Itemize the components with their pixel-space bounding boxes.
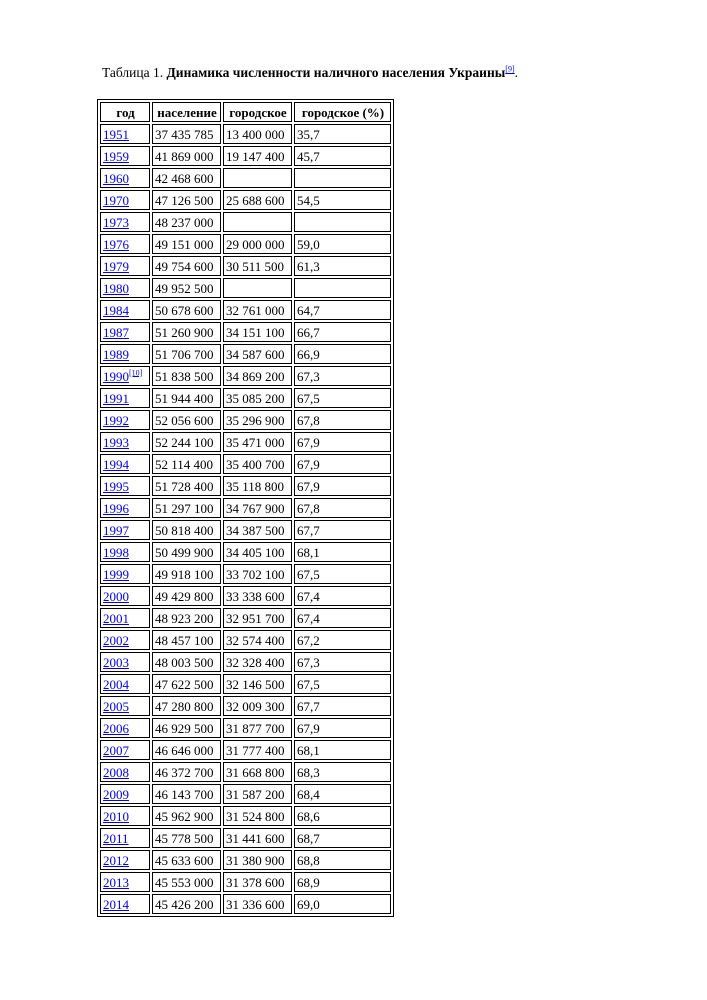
year-link[interactable]: 1997 (103, 522, 129, 538)
urban-cell: 34 387 500 (223, 520, 292, 540)
urban-percent-cell: 68,7 (294, 828, 391, 848)
urban-cell: 35 296 900 (223, 410, 292, 430)
year-cell (100, 564, 150, 584)
urban-percent-cell: 61,3 (294, 256, 391, 276)
urban-cell (223, 212, 292, 232)
urban-cell: 35 118 800 (223, 476, 292, 496)
urban-percent-cell: 45,7 (294, 146, 391, 166)
population-cell: 49 918 100 (152, 564, 221, 584)
population-cell: 49 754 600 (152, 256, 221, 276)
population-cell: 46 372 700 (152, 762, 221, 782)
table-row (100, 674, 391, 694)
urban-cell: 35 085 200 (223, 388, 292, 408)
urban-percent-cell: 67,5 (294, 564, 391, 584)
urban-cell: 32 951 700 (223, 608, 292, 628)
urban-cell: 31 524 800 (223, 806, 292, 826)
year-link[interactable]: 1990 (103, 368, 129, 384)
year-cell (100, 256, 150, 276)
year-link[interactable]: 1980 (103, 280, 129, 296)
population-cell: 46 646 000 (152, 740, 221, 760)
year-link[interactable]: 1989 (103, 346, 129, 362)
urban-percent-cell: 67,4 (294, 586, 391, 606)
year-link[interactable]: 2008 (103, 764, 129, 780)
caption-prefix: Таблица 1. (102, 65, 167, 80)
table-row (100, 344, 391, 364)
year-cell (100, 410, 150, 430)
year-link[interactable]: 1970 (103, 192, 129, 208)
year-cell (100, 212, 150, 232)
urban-cell: 32 146 500 (223, 674, 292, 694)
table-row (100, 168, 391, 188)
year-link[interactable]: 2012 (103, 852, 129, 868)
header-urban: городское (223, 102, 292, 122)
table-row (100, 806, 391, 826)
year-cell (100, 300, 150, 320)
population-cell: 48 457 100 (152, 630, 221, 650)
year-link[interactable]: 2004 (103, 676, 129, 692)
table-row (100, 300, 391, 320)
urban-percent-cell: 68,6 (294, 806, 391, 826)
urban-cell: 34 151 100 (223, 322, 292, 342)
table-row (100, 498, 391, 518)
year-cell (100, 674, 150, 694)
urban-cell (223, 168, 292, 188)
year-cell (100, 542, 150, 562)
population-cell: 51 706 700 (152, 344, 221, 364)
urban-percent-cell: 67,7 (294, 520, 391, 540)
table-row (100, 784, 391, 804)
urban-percent-cell: 66,9 (294, 344, 391, 364)
table-row (100, 256, 391, 276)
urban-cell: 32 328 400 (223, 652, 292, 672)
urban-cell: 33 338 600 (223, 586, 292, 606)
year-cell (100, 278, 150, 298)
table-row (100, 762, 391, 782)
population-cell: 48 237 000 (152, 212, 221, 232)
urban-cell: 31 587 200 (223, 784, 292, 804)
year-cell (100, 828, 150, 848)
urban-cell: 25 688 600 (223, 190, 292, 210)
year-link[interactable]: 1959 (103, 148, 129, 164)
table-row (100, 410, 391, 430)
urban-percent-cell: 67,3 (294, 366, 391, 386)
year-cell (100, 344, 150, 364)
table-row (100, 476, 391, 496)
table-row (100, 630, 391, 650)
urban-cell: 33 702 100 (223, 564, 292, 584)
urban-percent-cell: 67,4 (294, 608, 391, 628)
year-cell (100, 476, 150, 496)
urban-cell: 34 405 100 (223, 542, 292, 562)
table-row (100, 696, 391, 716)
year-link[interactable]: 2014 (103, 896, 129, 912)
table-row (100, 718, 391, 738)
urban-percent-cell (294, 212, 391, 232)
year-cell (100, 432, 150, 452)
urban-percent-cell: 66,7 (294, 322, 391, 342)
urban-percent-cell: 69,0 (294, 894, 391, 914)
population-cell: 45 426 200 (152, 894, 221, 914)
urban-cell: 31 336 600 (223, 894, 292, 914)
urban-cell: 31 777 400 (223, 740, 292, 760)
population-cell: 41 869 000 (152, 146, 221, 166)
urban-cell: 34 767 900 (223, 498, 292, 518)
population-cell: 49 151 000 (152, 234, 221, 254)
population-cell: 52 244 100 (152, 432, 221, 452)
year-link[interactable]: 1979 (103, 258, 129, 274)
population-cell: 50 499 900 (152, 542, 221, 562)
population-cell: 49 429 800 (152, 586, 221, 606)
urban-percent-cell: 67,9 (294, 454, 391, 474)
population-cell: 51 838 500 (152, 366, 221, 386)
population-cell: 49 952 500 (152, 278, 221, 298)
population-cell: 42 468 600 (152, 168, 221, 188)
urban-percent-cell: 68,4 (294, 784, 391, 804)
urban-cell: 19 147 400 (223, 146, 292, 166)
year-link[interactable]: 2003 (103, 654, 129, 670)
urban-cell: 31 380 900 (223, 850, 292, 870)
population-cell: 51 260 900 (152, 322, 221, 342)
population-cell: 47 622 500 (152, 674, 221, 694)
urban-percent-cell: 67,8 (294, 498, 391, 518)
population-cell: 50 678 600 (152, 300, 221, 320)
population-cell: 51 297 100 (152, 498, 221, 518)
table-row (100, 322, 391, 342)
urban-cell: 32 761 000 (223, 300, 292, 320)
urban-percent-cell: 67,3 (294, 652, 391, 672)
year-cell (100, 454, 150, 474)
year-cell (100, 322, 150, 342)
population-cell: 46 929 500 (152, 718, 221, 738)
table-row (100, 894, 391, 914)
population-cell: 46 143 700 (152, 784, 221, 804)
year-cell (100, 872, 150, 892)
year-link[interactable]: 1993 (103, 434, 129, 450)
year-cell (100, 388, 150, 408)
population-cell: 45 553 000 (152, 872, 221, 892)
year-link[interactable]: 2013 (103, 874, 129, 890)
table-row (100, 234, 391, 254)
urban-percent-cell: 67,5 (294, 388, 391, 408)
table-row (100, 212, 391, 232)
year-link[interactable]: 2006 (103, 720, 129, 736)
table-row (100, 586, 391, 606)
year-link[interactable]: 2011 (103, 830, 129, 846)
year-cell (100, 366, 150, 386)
population-cell: 45 962 900 (152, 806, 221, 826)
urban-cell: 32 009 300 (223, 696, 292, 716)
header-year: год (100, 102, 150, 122)
urban-percent-cell: 67,7 (294, 696, 391, 716)
header-population: население (152, 102, 221, 122)
year-cell (100, 168, 150, 188)
urban-cell: 34 587 600 (223, 344, 292, 364)
urban-cell: 31 877 700 (223, 718, 292, 738)
urban-cell: 13 400 000 (223, 124, 292, 144)
year-cell (100, 190, 150, 210)
year-cell (100, 762, 150, 782)
year-link[interactable]: 1998 (103, 544, 129, 560)
urban-cell: 32 574 400 (223, 630, 292, 650)
population-cell: 45 778 500 (152, 828, 221, 848)
urban-percent-cell: 68,1 (294, 740, 391, 760)
caption-suffix: . (514, 65, 518, 80)
population-cell: 45 633 600 (152, 850, 221, 870)
year-cell (100, 586, 150, 606)
caption-title: Динамика численности наличного населения Украины (166, 65, 506, 80)
year-cell (100, 740, 150, 760)
year-link[interactable]: 1960 (103, 170, 129, 186)
urban-percent-cell: 54,5 (294, 190, 391, 210)
year-link[interactable]: 1994 (103, 456, 129, 472)
table-row (100, 828, 391, 848)
table-row (100, 146, 391, 166)
year-link[interactable]: 2009 (103, 786, 129, 802)
population-cell: 51 944 400 (152, 388, 221, 408)
urban-percent-cell: 35,7 (294, 124, 391, 144)
table-row (100, 432, 391, 452)
table-header-row (100, 102, 391, 122)
urban-cell (223, 278, 292, 298)
urban-cell: 30 511 500 (223, 256, 292, 276)
year-link[interactable]: 2005 (103, 698, 129, 714)
population-cell: 51 728 400 (152, 476, 221, 496)
year-cell (100, 718, 150, 738)
year-link[interactable]: 2001 (103, 610, 129, 626)
urban-percent-cell: 67,8 (294, 410, 391, 430)
urban-percent-cell (294, 278, 391, 298)
year-cell (100, 696, 150, 716)
year-cell (100, 806, 150, 826)
year-link[interactable]: 2000 (103, 588, 129, 604)
year-cell (100, 124, 150, 144)
year-cell (100, 652, 150, 672)
year-link[interactable]: 1951 (103, 126, 129, 142)
urban-percent-cell: 67,9 (294, 432, 391, 452)
year-link[interactable]: 1992 (103, 412, 129, 428)
population-cell: 52 114 400 (152, 454, 221, 474)
table-row (100, 872, 391, 892)
year-link[interactable]: 1991 (103, 390, 129, 406)
population-cell: 48 003 500 (152, 652, 221, 672)
urban-percent-cell: 68,3 (294, 762, 391, 782)
population-cell: 47 280 800 (152, 696, 221, 716)
urban-cell: 34 869 200 (223, 366, 292, 386)
table-row (100, 278, 391, 298)
table-row (100, 124, 391, 144)
table-row (100, 740, 391, 760)
population-cell: 47 126 500 (152, 190, 221, 210)
table-row (100, 850, 391, 870)
year-link[interactable]: 2010 (103, 808, 129, 824)
table-row (100, 388, 391, 408)
year-cell (100, 608, 150, 628)
urban-percent-cell (294, 168, 391, 188)
year-link[interactable]: 2002 (103, 632, 129, 648)
table-row (100, 608, 391, 628)
urban-percent-cell: 68,9 (294, 872, 391, 892)
urban-percent-cell: 67,2 (294, 630, 391, 650)
urban-percent-cell: 67,9 (294, 476, 391, 496)
urban-percent-cell: 67,9 (294, 718, 391, 738)
urban-cell: 31 378 600 (223, 872, 292, 892)
year-link[interactable]: 1995 (103, 478, 129, 494)
year-cell (100, 146, 150, 166)
urban-percent-cell: 68,8 (294, 850, 391, 870)
population-cell: 37 435 785 (152, 124, 221, 144)
urban-percent-cell: 59,0 (294, 234, 391, 254)
header-urban-percent: городское (%) (294, 102, 391, 122)
year-link[interactable]: 1999 (103, 566, 129, 582)
year-reference-link[interactable]: [10] (129, 368, 143, 378)
population-table (97, 99, 394, 917)
year-link[interactable]: 1996 (103, 500, 129, 516)
year-cell (100, 784, 150, 804)
urban-cell: 31 668 800 (223, 762, 292, 782)
year-cell (100, 894, 150, 914)
urban-percent-cell: 64,7 (294, 300, 391, 320)
table-row (100, 564, 391, 584)
table-row (100, 652, 391, 672)
urban-cell: 31 441 600 (223, 828, 292, 848)
table-row (100, 454, 391, 474)
table-caption (102, 65, 518, 81)
year-link[interactable]: 1976 (103, 236, 129, 252)
table-row (100, 366, 391, 386)
year-link[interactable]: 1987 (103, 324, 129, 340)
table-body (100, 124, 391, 914)
year-cell (100, 630, 150, 650)
population-cell: 52 056 600 (152, 410, 221, 430)
table-row (100, 542, 391, 562)
year-cell (100, 234, 150, 254)
year-link[interactable]: 1984 (103, 302, 129, 318)
urban-cell: 35 471 000 (223, 432, 292, 452)
year-link[interactable]: 2007 (103, 742, 129, 758)
year-cell (100, 498, 150, 518)
year-cell (100, 520, 150, 540)
table-row (100, 520, 391, 540)
urban-cell: 29 000 000 (223, 234, 292, 254)
urban-percent-cell: 67,5 (294, 674, 391, 694)
year-link[interactable]: 1973 (103, 214, 129, 230)
caption-reference-link[interactable]: [9] (505, 64, 515, 74)
year-cell (100, 850, 150, 870)
urban-cell: 35 400 700 (223, 454, 292, 474)
population-cell: 50 818 400 (152, 520, 221, 540)
population-cell: 48 923 200 (152, 608, 221, 628)
urban-percent-cell: 68,1 (294, 542, 391, 562)
table-row (100, 190, 391, 210)
